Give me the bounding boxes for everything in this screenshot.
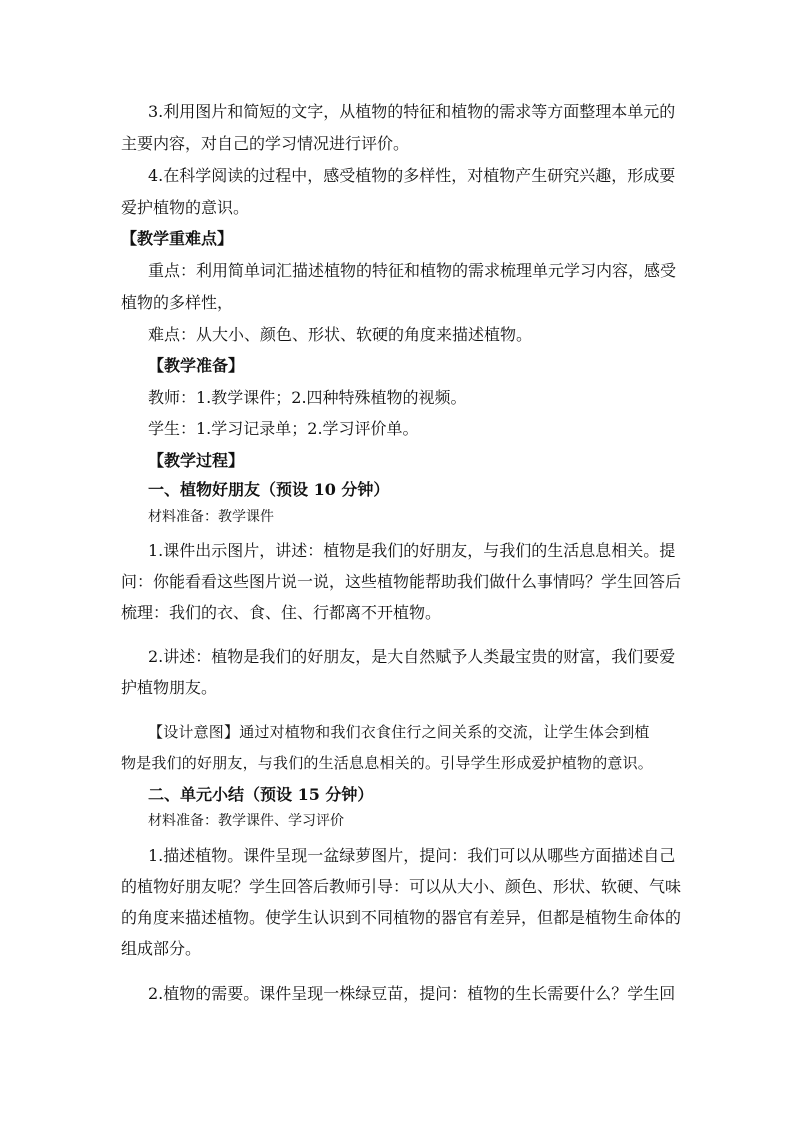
section-1-item-1-line-3: 梳理：我们的衣、食、住、行都离不开植物。 [121,603,442,622]
heading-process: 【教学过程】 [148,451,245,470]
key-point-line-2: 植物的多样性， [121,293,234,312]
design-intent-line-2: 物是我们的好朋友，与我们的生活息息相关的。引导学生形成爱护植物的意识。 [121,754,654,772]
section-1-title: 一、植物好朋友（预设 10 分钟） [148,480,390,499]
goal-3-line-1: 3.利用图片和简短的文字，从植物的特征和植物的需求等方面整理本单元的 [148,102,676,121]
section-1-item-1-line-1: 1.课件出示图片，讲述：植物是我们的好朋友，与我们的生活息息相关。提 [148,541,676,560]
section-2-item-1-line-1: 1.描述植物。课件呈现一盆绿萝图片，提问：我们可以从哪些方面描述自己 [148,846,676,865]
section-1-item-2-line-2: 护植物朋友。 [121,678,218,697]
goal-4-line-1: 4.在科学阅读的过程中，感受植物的多样性，对植物产生研究兴趣，形成要 [148,166,676,185]
section-2-item-1-line-2: 的植物好朋友呢？学生回答后教师引导：可以从大小、颜色、形状、软硬、气味 [121,877,682,896]
section-1-item-1-line-2: 问：你能看看这些图片说一说，这些植物能帮助我们做什么事情吗？学生回答后 [121,572,682,591]
section-1-item-2-line-1: 2.讲述：植物是我们的好朋友，是大自然赋予人类最宝贵的财富，我们要爱 [148,647,676,666]
key-point-line-1: 重点：利用简单词汇描述植物的特征和植物的需求梳理单元学习内容，感受 [148,261,677,280]
section-1-materials: 材料准备：教学课件 [148,509,274,525]
section-2-item-2-line-1: 2.植物的需要。课件呈现一株绿豆苗，提问：植物的生长需要什么？学生回 [148,984,676,1003]
section-2-item-1-line-3: 的角度来描述植物。使学生认识到不同植物的器官有差异，但都是植物生命体的 [121,908,682,927]
goal-3-line-2: 主要内容，对自己的学习情况进行评价。 [121,134,410,153]
section-2-materials: 材料准备：教学课件、学习评价 [148,813,344,829]
section-2-item-1-line-4: 组成部分。 [121,939,202,958]
design-intent-line-1: 【设计意图】通过对植物和我们衣食住行之间关系的交流，让学生体会到植 [148,723,650,741]
teacher-prep-line: 教师：1.教学课件；2.四种特殊植物的视频。 [148,388,467,407]
heading-key-points: 【教学重难点】 [121,229,234,248]
goal-4-line-2: 爱护植物的意识。 [121,198,250,217]
student-prep-line: 学生：1.学习记录单；2.学习评价单。 [148,419,419,438]
difficulty-line: 难点：从大小、颜色、形状、软硬的角度来描述植物。 [148,325,533,344]
heading-preparation: 【教学准备】 [148,356,245,375]
section-2-title: 二、单元小结（预设 15 分钟） [148,785,374,804]
